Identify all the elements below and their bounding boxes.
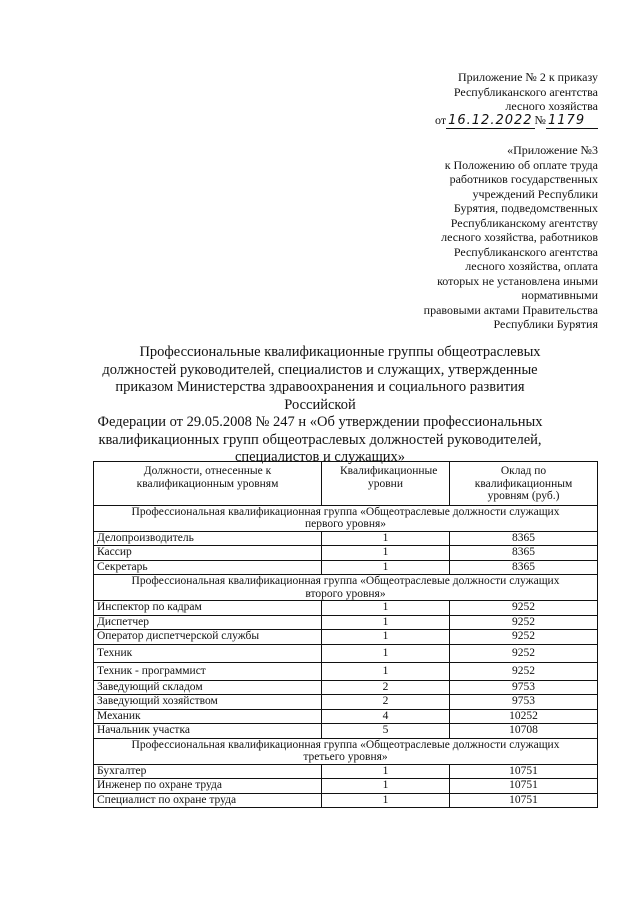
table-row <box>94 724 598 739</box>
position-cell: Инспектор по кадрам <box>94 601 322 616</box>
regulation-line: лесного хозяйства, оплата <box>465 259 598 273</box>
table-header-row <box>94 462 598 506</box>
level-cell: 1 <box>322 644 450 662</box>
regulation-line: которых не установлена иными <box>437 273 598 288</box>
salary-cell: 8365 <box>450 531 598 546</box>
header-salary: Оклад по квалификационным уровням (руб.) <box>450 462 598 506</box>
title-line: специалистов и служащих» <box>234 449 405 465</box>
group-title: Профессиональная квалификационная группа «Общеотраслевые должности служащих первого уровня» <box>94 505 598 531</box>
salary-table <box>93 461 598 808</box>
document-title <box>80 344 560 467</box>
regulation-line: Республики Бурятия <box>493 317 598 331</box>
regulation-line: «Приложение №3 <box>507 143 598 157</box>
position-cell: Делопроизводитель <box>94 531 322 546</box>
salary-cell: 9753 <box>450 680 598 695</box>
title-line: приказом Министерства здравоохранения и социального развития Российской <box>115 379 525 413</box>
order-date-line <box>435 113 598 129</box>
order-number: 1179 <box>546 113 598 129</box>
title-line: должностей руководителей, специалистов и служащих, утвержденные <box>102 361 538 378</box>
salary-cell: 8365 <box>450 546 598 561</box>
position-cell: Инженер по охране труда <box>94 779 322 794</box>
group-row <box>94 738 598 764</box>
number-prefix: № <box>534 113 546 127</box>
title-line: Профессиональные квалификационные группы общеотраслевых <box>139 344 541 360</box>
table-row <box>94 680 598 695</box>
salary-cell: 9252 <box>450 644 598 662</box>
regulation-line: нормативными <box>521 288 598 302</box>
salary-cell: 9252 <box>450 615 598 630</box>
salary-cell: 8365 <box>450 560 598 575</box>
regulation-line: Бурятия, подведомственных <box>453 201 598 215</box>
level-cell: 1 <box>322 662 450 680</box>
regulation-line: работников государственных <box>449 172 598 186</box>
salary-cell: 10751 <box>450 779 598 794</box>
table-row <box>94 546 598 561</box>
title-line: квалификационных групп общеотраслевых должностей руководителей, <box>98 431 542 448</box>
salary-cell: 10252 <box>450 709 598 724</box>
table-body <box>94 505 598 808</box>
regulation-line: Республиканскому агентству <box>450 215 598 230</box>
level-cell: 1 <box>322 779 450 794</box>
salary-cell: 10751 <box>450 764 598 779</box>
level-cell: 1 <box>322 601 450 616</box>
salary-cell: 10751 <box>450 793 598 808</box>
regulation-line: Республиканского агентства <box>453 244 598 259</box>
appendix-line-3: лесного хозяйства <box>505 99 598 113</box>
salary-cell: 9753 <box>450 695 598 710</box>
level-cell: 1 <box>322 764 450 779</box>
position-cell: Механик <box>94 709 322 724</box>
table-row <box>94 560 598 575</box>
salary-cell: 9252 <box>450 630 598 645</box>
appendix-line-1: Приложение № 2 к приказу <box>458 70 598 84</box>
position-cell: Кассир <box>94 546 322 561</box>
table-row <box>94 793 598 808</box>
group-title: Профессиональная квалификационная группа «Общеотраслевые должности служащих второго уровня» <box>94 575 598 601</box>
appendix-header <box>298 70 598 114</box>
level-cell: 1 <box>322 630 450 645</box>
position-cell: Бухгалтер <box>94 764 322 779</box>
table-row <box>94 779 598 794</box>
table-row <box>94 615 598 630</box>
position-cell: Начальник участка <box>94 724 322 739</box>
salary-cell: 10708 <box>450 724 598 739</box>
regulation-line: лесного хозяйства, работников <box>441 230 598 244</box>
appendix-line-2: Республиканского агентства <box>453 84 598 99</box>
group-row <box>94 505 598 531</box>
regulation-line: правовыми актами Правительства <box>423 302 598 317</box>
position-cell: Диспетчер <box>94 615 322 630</box>
position-cell: Техник <box>94 644 322 662</box>
table-row <box>94 709 598 724</box>
table-row <box>94 630 598 645</box>
regulation-reference <box>338 143 598 332</box>
header-level: Квалификационные уровни <box>322 462 450 506</box>
table-row <box>94 662 598 680</box>
table-row <box>94 695 598 710</box>
level-cell: 1 <box>322 560 450 575</box>
level-cell: 1 <box>322 531 450 546</box>
position-cell: Техник - программист <box>94 662 322 680</box>
table-row <box>94 764 598 779</box>
position-cell: Секретарь <box>94 560 322 575</box>
level-cell: 1 <box>322 546 450 561</box>
level-cell: 2 <box>322 680 450 695</box>
header-position: Должности, отнесенные к квалификационным уровням <box>94 462 322 506</box>
regulation-line: к Положению об оплате труда <box>444 157 598 172</box>
position-cell: Заведующий хозяйством <box>94 695 322 710</box>
level-cell: 4 <box>322 709 450 724</box>
level-cell: 5 <box>322 724 450 739</box>
table-row <box>94 644 598 662</box>
level-cell: 2 <box>322 695 450 710</box>
group-row <box>94 575 598 601</box>
date-prefix: от <box>435 113 447 127</box>
level-cell: 1 <box>322 793 450 808</box>
position-cell: Специалист по охране труда <box>94 793 322 808</box>
level-cell: 1 <box>322 615 450 630</box>
order-date: 16.12.2022 <box>448 113 533 128</box>
group-title: Профессиональная квалификационная группа «Общеотраслевые должности служащих третьего уровня» <box>94 738 598 764</box>
position-cell: Оператор диспетчерской службы <box>94 630 322 645</box>
salary-cell: 9252 <box>450 601 598 616</box>
salary-cell: 9252 <box>450 662 598 680</box>
position-cell: Заведующий складом <box>94 680 322 695</box>
regulation-line: учреждений Республики <box>472 186 598 201</box>
table-row <box>94 531 598 546</box>
title-line: Федерации от 29.05.2008 № 247 н «Об утверждении профессиональных <box>97 414 543 430</box>
table-row <box>94 601 598 616</box>
